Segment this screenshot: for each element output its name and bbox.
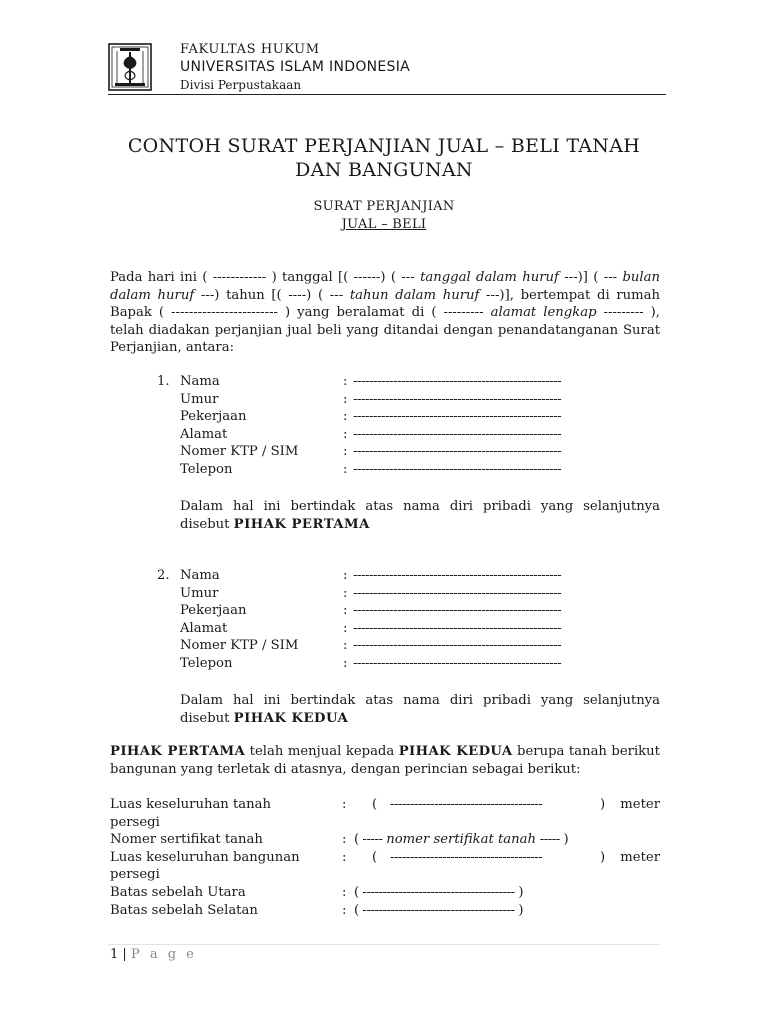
detail-label-wrap: persegi [110, 814, 160, 830]
detail-colon: : [342, 902, 347, 918]
field-colon: : [343, 568, 348, 583]
detail-row-land-area [110, 797, 660, 815]
field-colon: : [343, 426, 348, 442]
document-title-line-1: CONTOH SURAT PERJANJIAN JUAL – BELI TANAH [127, 135, 641, 157]
detail-row-wrap [110, 815, 660, 833]
field-blank: ---------------------------------------------------- [353, 426, 562, 442]
detail-row-building-area [110, 850, 660, 868]
detail-row-wrap [110, 867, 660, 885]
letterhead [108, 40, 666, 95]
detail-value: ( -------------------------------------- ) [354, 885, 524, 900]
detail-label: Batas sebelah Selatan [110, 902, 258, 918]
detail-label: Batas sebelah Utara [110, 885, 246, 900]
field-blank: ---------------------------------------------------- [353, 409, 562, 425]
field-colon: : [343, 444, 348, 460]
field-colon: : [343, 409, 348, 425]
field-blank: ---------------------------------------------------- [353, 656, 562, 671]
field-colon: : [343, 391, 348, 407]
field-label: Umur [180, 585, 219, 601]
document-title-line-2: DAN BANGUNAN [295, 159, 473, 181]
page-separator: | [122, 947, 127, 962]
field-label: Nama [180, 568, 220, 583]
unit-meter: meter [620, 849, 660, 865]
detail-colon: : [342, 832, 347, 848]
detail-label-wrap: persegi [110, 867, 160, 883]
detail-colon: : [342, 885, 347, 900]
field-blank: ---------------------------------------------------- [353, 620, 562, 636]
sale-paragraph: PIHAK PERTAMA telah menjual kepada PIHAK KEDUA berupa tanah berikut bangunan yang terletak di atasnya, dengan perincian sebagai berikut: [110, 744, 660, 777]
detail-label: Nomer sertifikat tanah [110, 832, 263, 848]
field-blank: ---------------------------------------------------- [353, 462, 562, 477]
field-colon: : [343, 462, 348, 477]
detail-colon: : [342, 849, 347, 865]
detail-label: Luas keseluruhan tanah [110, 797, 271, 812]
field-colon: : [343, 656, 348, 671]
field-colon: : [343, 374, 348, 389]
party-1-note: Dalam hal ini bertindak atas nama diri pribadi yang selanjutnya disebut PIHAK PERTAMA [180, 499, 660, 532]
faculty-name: FAKULTAS HUKUM [180, 42, 320, 57]
detail-value: ( ----- nomer sertifikat tanah ----- ) [354, 832, 569, 848]
field-colon: : [343, 603, 348, 619]
field-blank: ---------------------------------------------------- [353, 568, 562, 583]
subtitle-line-2: JUAL – BELI [341, 217, 427, 232]
field-blank: ---------------------------------------------------- [353, 585, 562, 601]
field-blank: ---------------------------------------------------- [353, 391, 562, 407]
party-2-note: Dalam hal ini bertindak atas nama diri pribadi yang selanjutnya disebut PIHAK KEDUA [180, 693, 660, 726]
detail-row-certificate [110, 832, 660, 850]
detail-row-south-border [110, 903, 660, 921]
list-number: 1. [157, 374, 170, 389]
footer-divider [108, 944, 660, 945]
field-blank: ---------------------------------------------------- [353, 638, 562, 654]
close-paren: ) [600, 797, 606, 812]
field-blank: ---------------------------------------------------- [353, 374, 562, 389]
field-label: Alamat [180, 620, 228, 636]
detail-label: Luas keseluruhan bangunan [110, 849, 300, 865]
field-blank: ---------------------------------------------------- [353, 444, 562, 460]
detail-value: ( -------------------------------------- ) [354, 902, 524, 918]
field-label: Pekerjaan [180, 603, 247, 619]
intro-paragraph: Pada hari ini ( ------------ ) tanggal [( ------) ( --- tanggal dalam huruf ---)] ( --- bulan dalam huruf ---) tahun [( ----) ( --- tahun dalam huruf ---)], bertempat di rumah Bapak ( ------------------------ ) yang beralamat di ( --------- alamat lengkap --------- ), telah diadakan perjanjian jual beli yang ditandai dengan penandatanganan Surat Perjanjian, antara: [110, 270, 661, 356]
list-number: 2. [157, 568, 170, 583]
unit-meter: meter [620, 797, 660, 812]
university-name: UNIVERSITAS ISLAM INDONESIA [180, 59, 411, 75]
page-footer [110, 947, 197, 962]
close-paren: ) [600, 849, 606, 865]
field-colon: : [343, 638, 348, 654]
page-word: P a g e [130, 947, 197, 962]
field-label: Telepon [180, 656, 233, 671]
open-paren: ( [372, 849, 378, 865]
field-label: Nomer KTP / SIM [180, 444, 299, 460]
detail-colon: : [342, 797, 347, 812]
field-label: Nomer KTP / SIM [180, 638, 299, 654]
open-paren: ( [372, 797, 378, 812]
detail-blank: -------------------------------------- [390, 797, 543, 812]
field-label: Nama [180, 374, 220, 389]
division-name: Divisi Perpustakaan [180, 78, 302, 92]
field-label: Alamat [180, 426, 228, 442]
field-label: Telepon [180, 462, 233, 477]
field-colon: : [343, 620, 348, 636]
field-label: Umur [180, 391, 219, 407]
field-blank: ---------------------------------------------------- [353, 603, 562, 619]
subtitle-line-1: SURAT PERJANJIAN [313, 199, 455, 214]
uii-seal-icon [108, 43, 152, 91]
field-label: Pekerjaan [180, 409, 247, 425]
detail-blank: -------------------------------------- [390, 849, 543, 865]
detail-row-north-border [110, 885, 660, 903]
field-colon: : [343, 585, 348, 601]
page-number: 1 [110, 947, 119, 962]
